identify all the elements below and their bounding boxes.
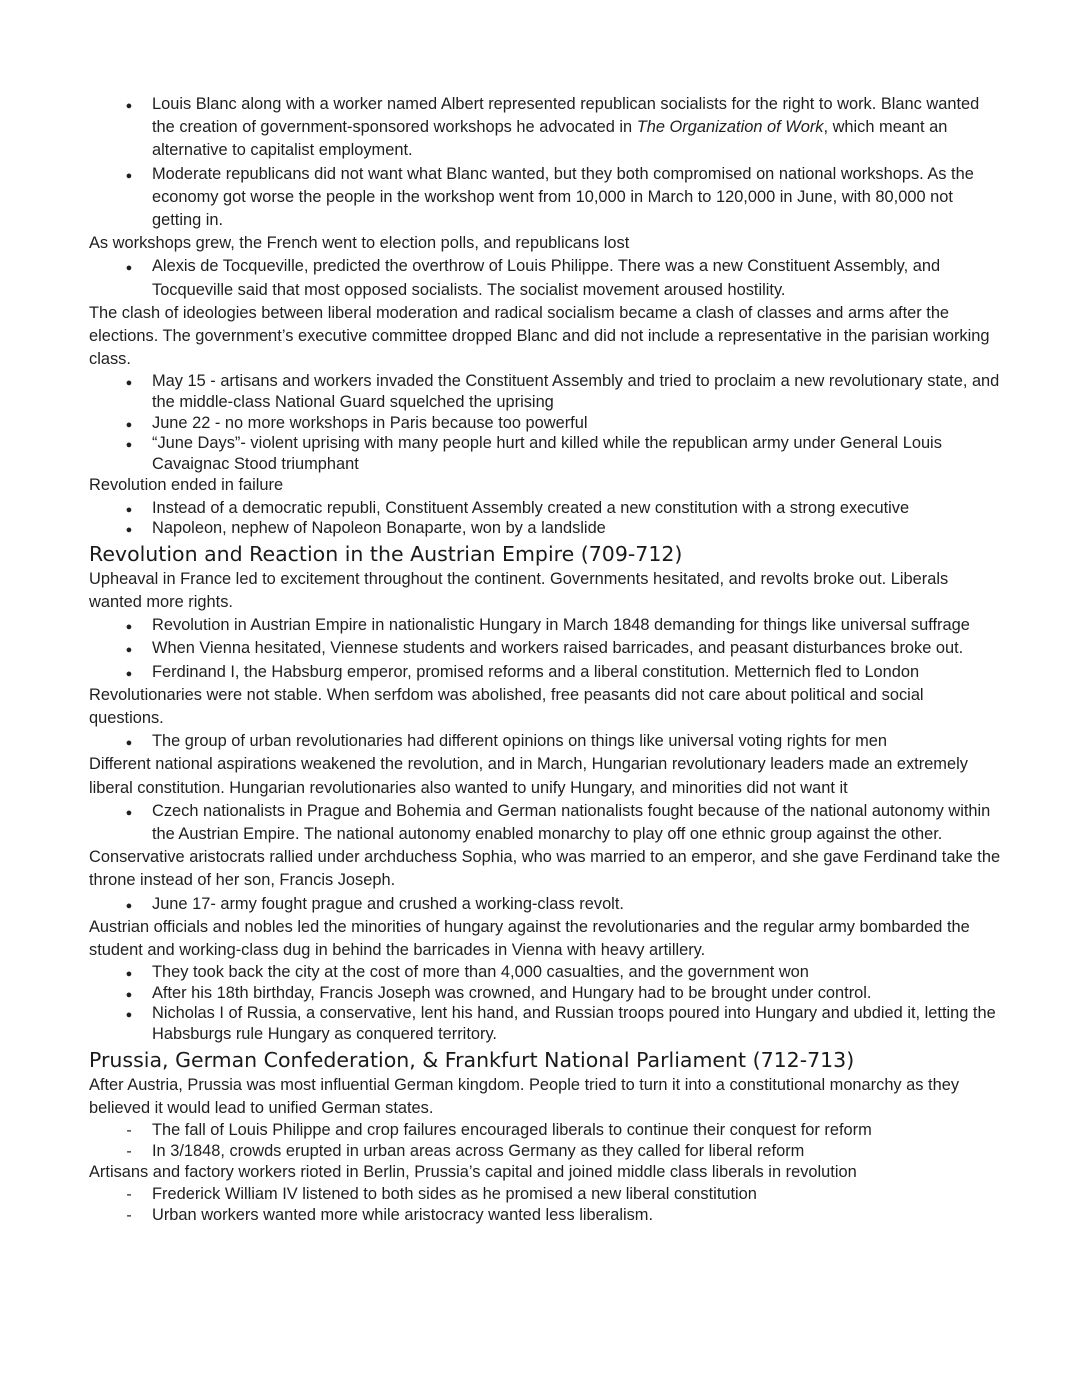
list-item-text: Nicholas I of Russia, a conservative, lent his hand, and Russian troops poured into Hungary and ubdied it, letting the Habsburgs rule Hungary as conquered territory. [152, 1004, 996, 1044]
bullet-list-austria-revolution [89, 614, 1001, 684]
list-item [89, 962, 1001, 983]
list-item-text: They took back the city at the cost of more than 4,000 casualties, and the government won [152, 963, 809, 982]
list-item [89, 1184, 1001, 1205]
section-heading-prussia: Prussia, German Confederation, & Frankfurt National Parliament (712-713) [89, 1047, 855, 1072]
list-item-text: When Vienna hesitated, Viennese students and workers raised barricades, and peasant disturbances broke out. [152, 639, 964, 658]
paragraph: Different national aspirations weakened the revolution, and in March, Hungarian revolutionary leaders made an extremely liberal constitution. Hungarian revolutionaries also wanted to unify Hungary, and minorities did not want it [89, 755, 968, 797]
list-item-text: June 22 - no more workshops in Paris because too powerful [152, 413, 588, 432]
list-item [89, 983, 1001, 1004]
paragraph: Revolution ended in failure [89, 476, 284, 495]
dash-icon [122, 1141, 136, 1163]
list-item-text: Urban workers wanted more while aristocracy wanted less liberalism. [152, 1206, 654, 1225]
list-item-text: The fall of Louis Philippe and crop failures encouraged liberals to continue their conquest for reform [152, 1121, 872, 1140]
list-item-text: After his 18th birthday, Francis Joseph was crowned, and Hungary had to be brought under control. [152, 983, 872, 1002]
list-item [89, 413, 1001, 434]
paragraph: Conservative aristocrats rallied under archduchess Sophia, who was married to an emperor, and she gave Ferdinand take the throne instead of her son, Francis Joseph. [89, 848, 1001, 890]
dash-list-reform [89, 1120, 1001, 1161]
list-item [89, 371, 1001, 412]
list-item [89, 893, 1001, 916]
bullet-icon [122, 255, 136, 280]
list-item [89, 1003, 1001, 1044]
bullet-icon [122, 1003, 136, 1026]
list-item-text: Instead of a democratic republi, Constituent Assembly created a new constitution with a strong executive [152, 498, 910, 517]
list-item-text: Louis Blanc along with a worker named Albert represented republican socialists for the right to work. Blanc wanted the creation of government-sponsored workshops he advocated in [152, 95, 980, 137]
dash-icon [122, 1205, 136, 1227]
bullet-list-hungary [89, 962, 1001, 1044]
list-item [89, 800, 1001, 846]
list-item [89, 498, 1001, 519]
bullet-list-outcome [89, 498, 1001, 539]
bullet-list-urban-revolutionaries [89, 730, 1001, 753]
list-item [89, 730, 1001, 753]
paragraph: As workshops grew, the French went to election polls, and republicans lost [89, 234, 630, 253]
list-item-text: Ferdinand I, the Habsburg emperor, promised reforms and a liberal constitution. Metternich fled to London [152, 662, 920, 681]
bullet-icon [122, 800, 136, 825]
book-title: The Organization of Work [636, 118, 824, 137]
list-item [89, 1141, 1001, 1162]
list-item-text: June 17- army fought prague and crushed a working-class revolt. [152, 894, 624, 913]
dash-icon [122, 1184, 136, 1206]
bullet-icon [122, 637, 136, 662]
bullet-icon [122, 661, 136, 686]
list-item [89, 661, 1001, 684]
section-heading-austrian-empire: Revolution and Reaction in the Austrian Empire (709-712) [89, 541, 683, 566]
list-item-text: “June Days”- violent uprising with many people hurt and killed while the republican army under General Louis Cavaignac Stood triumphant [152, 434, 942, 473]
list-item [89, 433, 1001, 474]
list-item-text: Revolution in Austrian Empire in nationalistic Hungary in March 1848 demanding for things like universal suffrage [152, 616, 970, 635]
bullet-list-nationalists [89, 800, 1001, 846]
dash-icon [122, 1120, 136, 1142]
list-item [89, 93, 1001, 163]
paragraph: Revolutionaries were not stable. When serfdom was abolished, free peasants did not care about political and social questions. [89, 685, 924, 728]
bullet-icon [122, 730, 136, 755]
list-item [89, 163, 1001, 233]
list-item [89, 1120, 1001, 1141]
paragraph: The clash of ideologies between liberal moderation and radical socialism became a clash of classes and arms after the elections. The government’s executive committee dropped Blanc and did not include a representative in the parisian working class. [89, 303, 990, 369]
list-item-text: May 15 - artisans and workers invaded the Constituent Assembly and tried to proclaim a new revolutionary state, and the middle-class National Guard squelched the uprising [152, 372, 1000, 412]
bullet-icon [122, 163, 136, 188]
list-item [89, 1205, 1001, 1226]
list-item-text: Napoleon, nephew of Napoleon Bonaparte, won by a landslide [152, 519, 606, 538]
bullet-list-prague [89, 893, 1001, 916]
paragraph: After Austria, Prussia was most influential German kingdom. People tried to turn it into a constitutional monarchy as they believed it would lead to unified German states. [89, 1075, 960, 1117]
bullet-list-tocqueville [89, 255, 1001, 301]
list-item [89, 637, 1001, 660]
bullet-icon [122, 498, 136, 521]
list-item-text: The group of urban revolutionaries had different opinions on things like universal voting rights for men [152, 732, 887, 751]
bullet-icon [122, 893, 136, 918]
bullet-icon [122, 518, 136, 541]
paragraph: Artisans and factory workers rioted in Berlin, Prussia’s capital and joined middle class liberals in revolution [89, 1163, 857, 1182]
list-item [89, 614, 1001, 637]
bullet-list-blanc [89, 93, 1001, 232]
bullet-icon [122, 433, 136, 456]
bullet-icon [122, 93, 136, 118]
document-page [89, 93, 1001, 1226]
dash-list-berlin [89, 1184, 1001, 1225]
list-item-text: Frederick William IV listened to both sides as he promised a new liberal constitution [152, 1185, 757, 1204]
list-item-text: Alexis de Tocqueville, predicted the overthrow of Louis Philippe. There was a new Constituent Assembly, and Tocqueville said that most opposed socialists. The socialist movement aroused hostility. [152, 257, 941, 299]
list-item [89, 518, 1001, 539]
bullet-icon [122, 614, 136, 639]
list-item-text: Czech nationalists in Prague and Bohemia and German nationalists fought because of the national autonomy within the Austrian Empire. The national autonomy enabled monarchy to play off one ethnic group against the other. [152, 801, 991, 844]
bullet-icon [122, 413, 136, 436]
bullet-icon [122, 371, 136, 394]
bullet-icon [122, 983, 136, 1006]
bullet-icon [122, 962, 136, 985]
paragraph: Upheaval in France led to excitement throughout the continent. Governments hesitated, and revolts broke out. Liberals wanted more rights. [89, 569, 949, 611]
list-item [89, 255, 1001, 301]
bullet-list-june-days [89, 371, 1001, 474]
list-item-text: , which meant an alternative to capitalist employment. [152, 118, 948, 160]
list-item-text: In 3/1848, crowds erupted in urban areas across Germany as they called for liberal reform [152, 1141, 805, 1160]
list-item-text: Moderate republicans did not want what Blanc wanted, but they both compromised on national workshops. As the economy got worse the people in the workshop went from 10,000 in March to 120,000 in June, with 80,000 not getting in. [152, 164, 974, 230]
paragraph: Austrian officials and nobles led the minorities of hungary against the revolutionaries and the regular army bombarded the student and working-class dug in behind the barricades in Vienna with heavy artillery. [89, 917, 970, 960]
